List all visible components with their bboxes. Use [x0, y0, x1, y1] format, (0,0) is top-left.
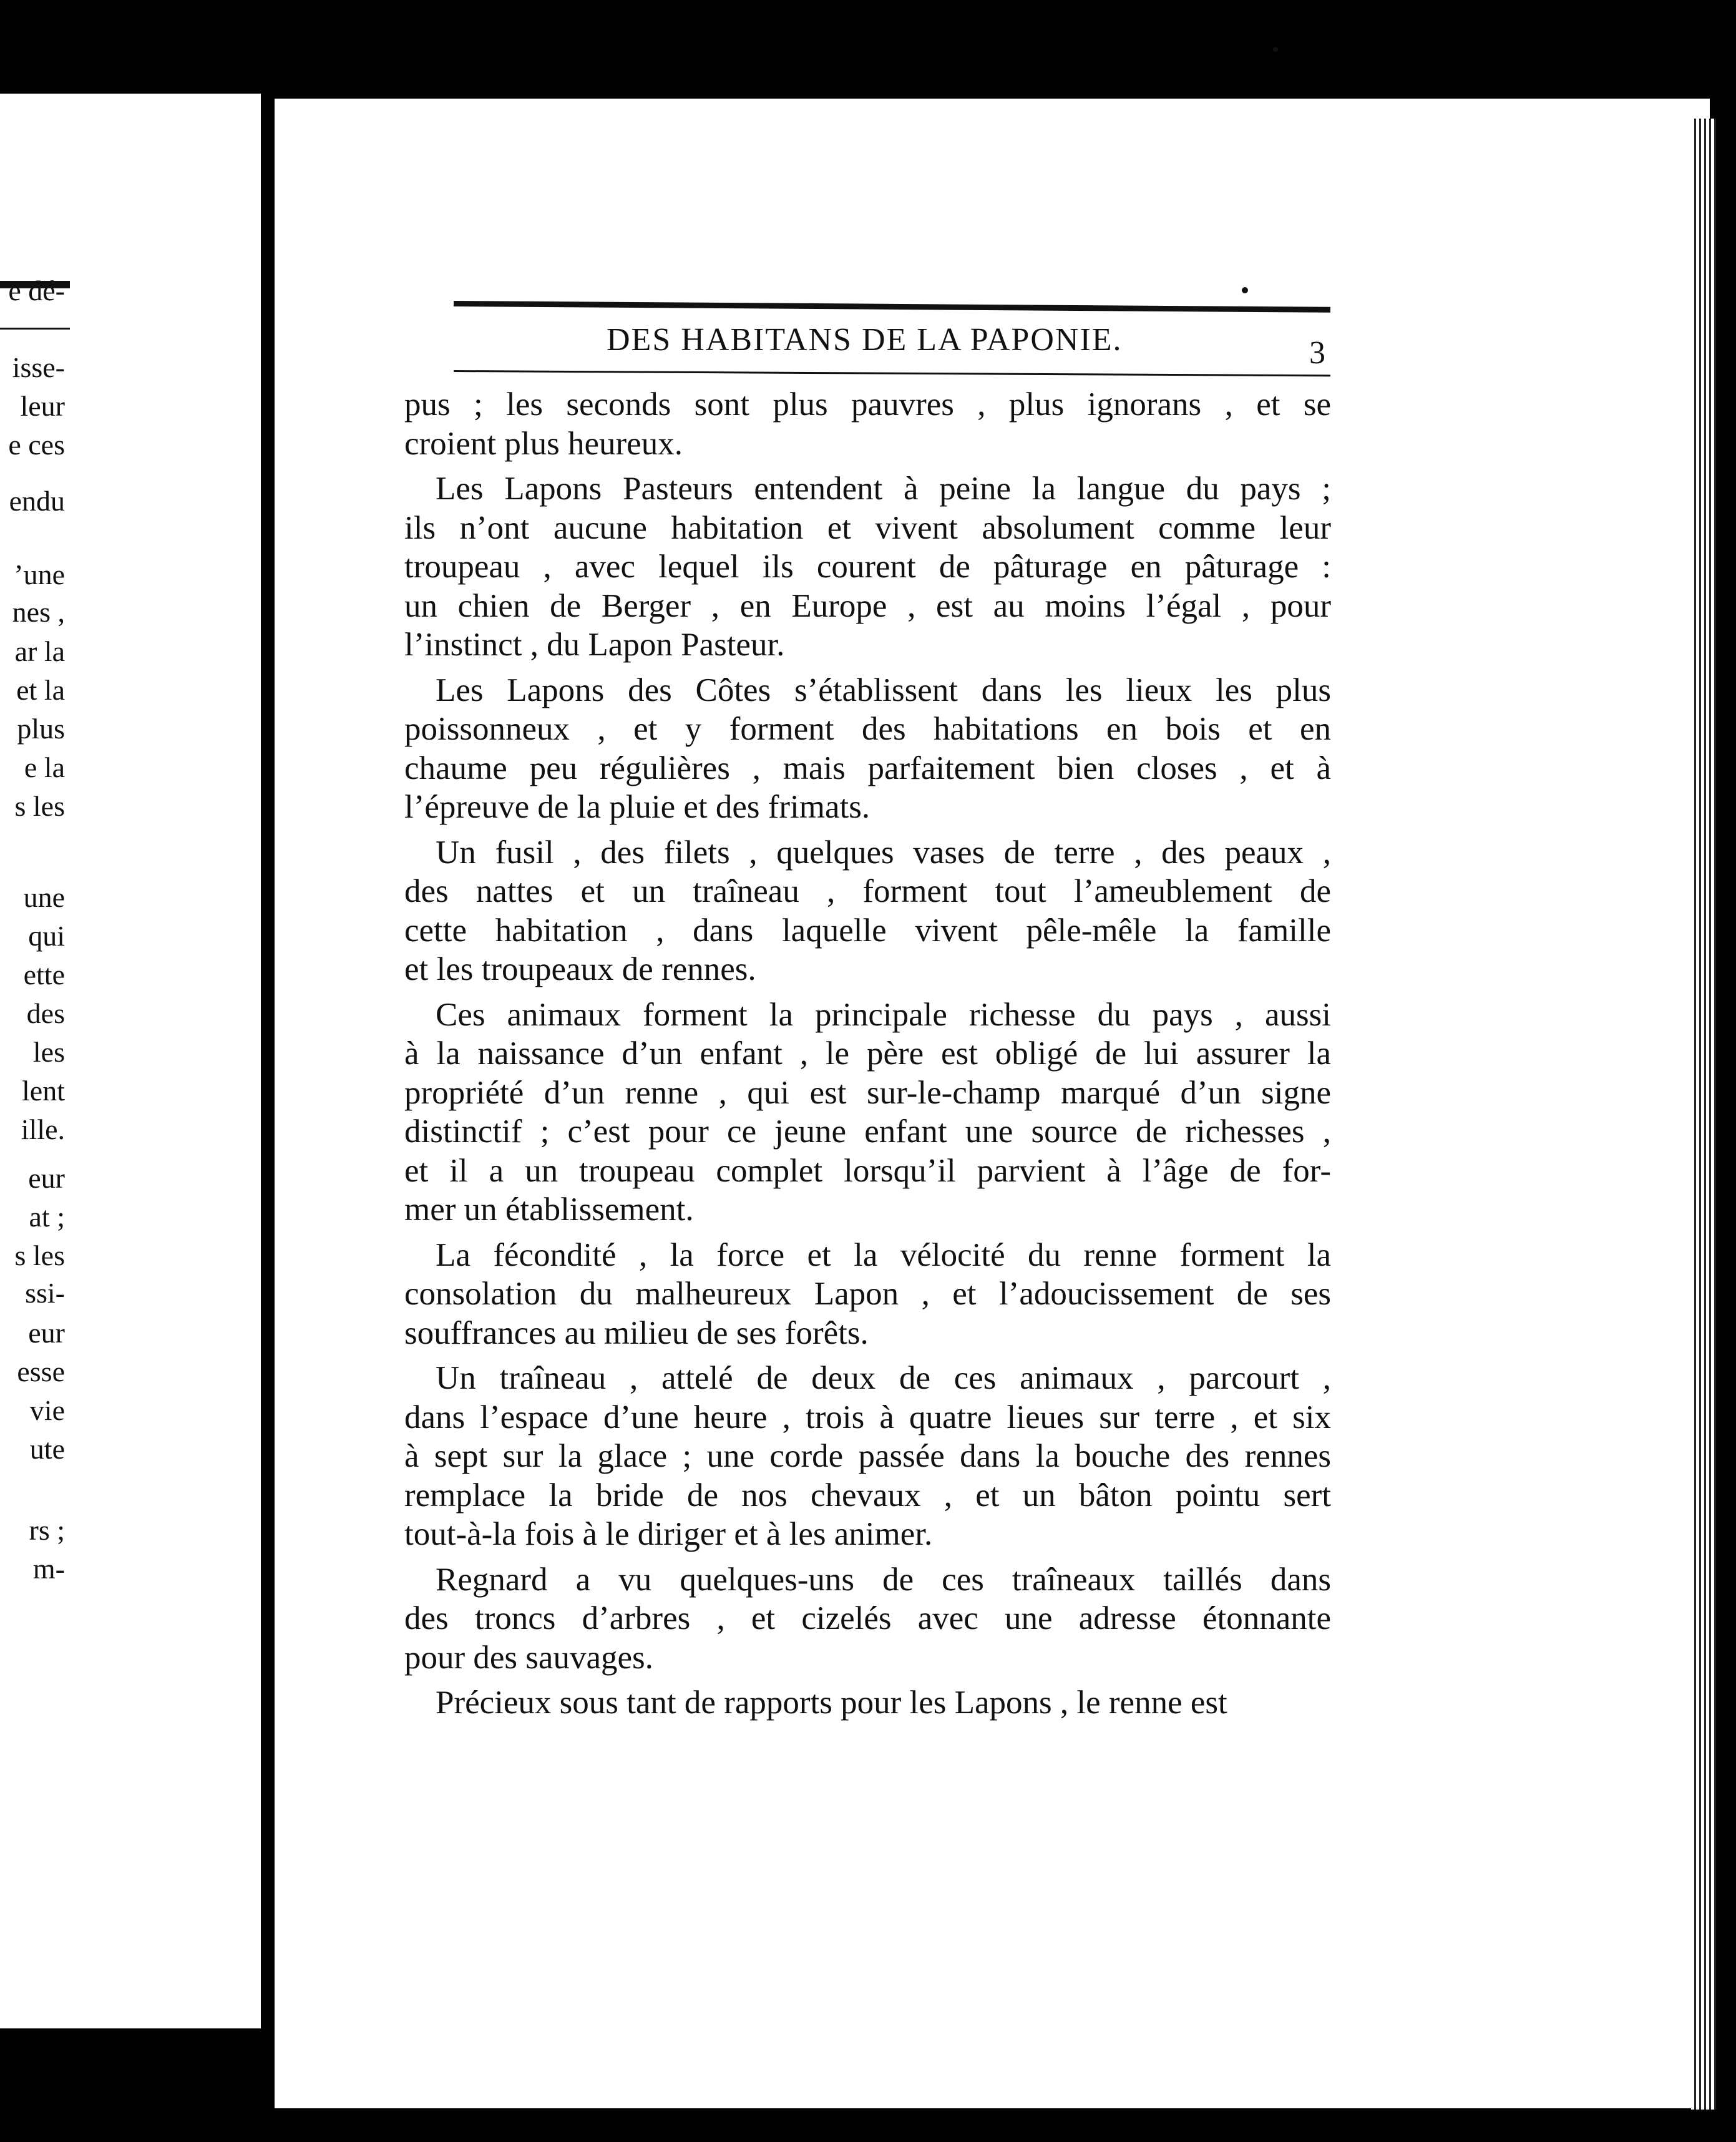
- facing-page-line-fragment: des: [26, 997, 65, 1029]
- text-line: croient plus heureux.: [404, 425, 683, 462]
- text-line: troupeau , avec lequel ils courent de pâturage en pâturage :: [404, 549, 1331, 585]
- text-line: propriété d’un renne , qui est sur-le-champ marqué d’un signe: [404, 1074, 1331, 1111]
- facing-page-line-fragment: eur: [28, 1162, 65, 1194]
- text-line: mer un établissement.: [404, 1191, 694, 1228]
- facing-page-line-fragment: lent: [22, 1075, 65, 1107]
- text-line: à sept sur la glace ; une corde passée dans la bouche des rennes: [404, 1438, 1331, 1474]
- facing-page-line-fragment: rs ;: [29, 1514, 65, 1546]
- text-line: Précieux sous tant de rapports pour les Lapons , le renne est: [436, 1685, 1227, 1721]
- facing-page-line-fragment: ssi-: [25, 1277, 65, 1309]
- facing-page-line-fragment: les: [32, 1036, 65, 1068]
- facing-page-line-fragment: leur: [20, 390, 65, 422]
- facing-page-line-fragment: ’une: [14, 559, 65, 590]
- text-line: l’instinct , du Lapon Pasteur.: [404, 627, 785, 663]
- paragraph: [404, 671, 1331, 827]
- ink-speck: [1273, 47, 1278, 52]
- paragraph: [404, 1683, 1331, 1723]
- text-line: et les troupeaux de rennes.: [404, 951, 756, 987]
- page-number: 3: [1309, 335, 1325, 371]
- facing-page-line-fragment: nes ,: [12, 596, 65, 628]
- facing-page-line-fragment: isse-: [12, 351, 65, 383]
- facing-page-line-fragment: vie: [29, 1394, 65, 1426]
- facing-page-line-fragment: e ces: [8, 429, 65, 461]
- facing-page-line-fragment: qui: [28, 920, 65, 952]
- facing-page-line-fragment: ar la: [14, 635, 65, 667]
- text-line: Regnard a vu quelques-uns de ces traîneaux taillés dans: [436, 1561, 1331, 1598]
- text-line: un chien de Berger , en Europe , est au moins l’égal , pour: [404, 587, 1331, 624]
- text-line: l’épreuve de la pluie et des frimats.: [404, 789, 870, 825]
- facing-page-line-fragment: e la: [24, 751, 65, 783]
- facing-page-line-fragment: ille.: [21, 1113, 65, 1145]
- facing-page-line-fragment: esse: [17, 1356, 65, 1387]
- text-line: souffrances au milieu de ses forêts.: [404, 1314, 869, 1351]
- facing-page-line-fragment: s les: [14, 790, 65, 822]
- facing-page-line-fragment: une: [23, 881, 65, 913]
- facing-page-line-fragment: e dé-: [8, 275, 65, 306]
- paragraph: [404, 385, 1331, 463]
- text-line: ils n’ont aucune habitation et vivent absolument comme leur: [404, 509, 1331, 546]
- text-line: dans l’espace d’une heure , trois à quatre lieues sur terre , et six: [404, 1399, 1331, 1435]
- text-line: des nattes et un traîneau , forment tout l’ameublement de: [404, 873, 1331, 909]
- text-line: des troncs d’arbres , et cizelés avec une adresse étonnante: [404, 1600, 1331, 1636]
- facing-page-line-fragment: s les: [14, 1240, 65, 1271]
- text-line: poissonneux , et y forment des habitations en bois et en: [404, 711, 1331, 747]
- facing-page-line-fragment: m-: [32, 1553, 65, 1585]
- facing-page: [0, 94, 261, 2028]
- text-line: distinctif ; c’est pour ce jeune enfant une source de richesses ,: [404, 1113, 1331, 1150]
- text-line: Ces animaux forment la principale richesse du pays , aussi: [436, 996, 1331, 1033]
- paragraph: [404, 1560, 1331, 1678]
- facing-page-line-fragment: eur: [28, 1317, 65, 1349]
- paragraph: [404, 469, 1331, 665]
- text-line: Les Lapons Pasteurs entendent à peine la langue du pays ;: [436, 471, 1331, 507]
- text-line: Un fusil , des filets , quelques vases de terre , des peaux ,: [436, 834, 1331, 871]
- text-line: et il a un troupeau complet lorsqu’il parvient à l’âge de for-: [404, 1152, 1331, 1189]
- paragraph: [404, 1359, 1331, 1554]
- text-line: Un traîneau , attelé de deux de ces animaux , parcourt ,: [436, 1360, 1331, 1396]
- paragraph: [404, 1236, 1331, 1353]
- facing-page-line-fragment: plus: [17, 713, 65, 745]
- text-line: à la naissance d’un enfant , le père est obligé de lui assurer la: [404, 1035, 1331, 1072]
- text-line: Les Lapons des Côtes s’établissent dans les lieux les plus: [436, 672, 1331, 708]
- facing-page-line-fragment: ute: [29, 1433, 65, 1465]
- facing-page-line-fragment: et la: [16, 674, 65, 706]
- ink-speck: [1242, 287, 1248, 293]
- text-line: consolation du malheureux Lapon , et l’adoucissement de ses: [404, 1276, 1331, 1312]
- text-line: chaume peu régulières , mais parfaitement bien closes , et à: [404, 750, 1331, 786]
- text-line: cette habitation , dans laquelle vivent pêle-mêle la famille: [404, 912, 1331, 949]
- text-line: tout-à-la fois à le diriger et à les animer.: [404, 1516, 933, 1552]
- facing-page-line-fragment: endu: [9, 485, 65, 517]
- text-line: pour des sauvages.: [404, 1639, 653, 1676]
- facing-page-line-fragment: at ;: [29, 1201, 65, 1233]
- text-line: remplace la bride de nos chevaux , et un bâton pointu sert: [404, 1477, 1331, 1514]
- body-text: [404, 385, 1331, 1723]
- page-edges: [1691, 119, 1716, 2110]
- text-line: La fécondité , la force et la vélocité du renne forment la: [436, 1236, 1331, 1273]
- paragraph: [404, 995, 1331, 1230]
- running-head: DES HABITANS DE LA PAPONIE.: [607, 322, 1123, 358]
- text-line: pus ; les seconds sont plus pauvres , plus ignorans , et se: [404, 386, 1331, 423]
- facing-page-line-fragment: ette: [23, 959, 65, 990]
- facing-page-text: [0, 94, 74, 2028]
- paragraph: [404, 833, 1331, 989]
